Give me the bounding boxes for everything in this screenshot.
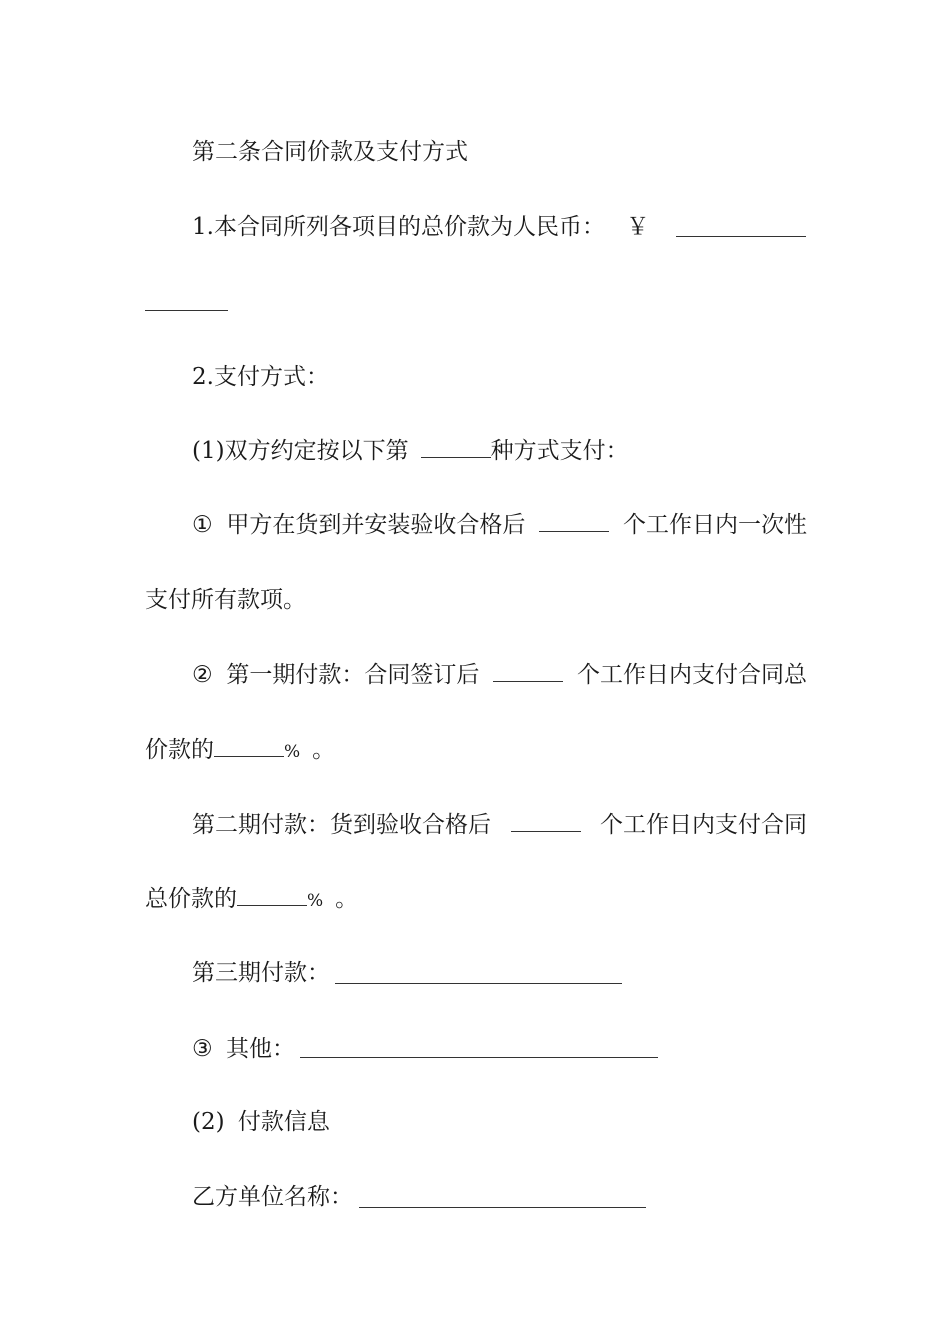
option-a-after: 个工作日内一次性 (622, 512, 807, 538)
currency-symbol: ￥ (626, 214, 650, 240)
phase2-before: 第二期付款：货到验收合格后 (192, 812, 491, 838)
option-b-percent: % (284, 742, 301, 762)
payment-info-heading (192, 1107, 807, 1137)
option-a-marker: ① (192, 512, 213, 538)
phase2-days-blank[interactable] (511, 830, 581, 832)
option-a-line (192, 510, 807, 540)
option-c-blank[interactable] (300, 1057, 658, 1058)
option-a-continuation-text: 支付所有款项。 (145, 587, 306, 613)
option-select-before: (1)双方约定按以下第 (192, 438, 409, 464)
payment-info-label: 付款信息 (237, 1109, 330, 1135)
section-title (192, 137, 807, 167)
phase2-line (192, 810, 807, 840)
option-b-after: 个工作日内支付合同总 (576, 662, 807, 688)
phase2-after: 个工作日内支付合同 (600, 812, 807, 838)
option-b-days-blank[interactable] (493, 680, 563, 682)
phase3-label: 第三期付款： (192, 960, 330, 986)
total-price-label: 1.本合同所列各项目的总价款为人民币： (192, 214, 605, 240)
total-price-line (192, 212, 807, 242)
total-price-blank-continued[interactable] (145, 310, 228, 311)
option-c-marker: ③ (192, 1036, 213, 1062)
payment-info-marker: (2) (192, 1109, 225, 1135)
option-b-marker: ② (192, 662, 213, 688)
option-c-label: 其他： (225, 1036, 295, 1062)
phase2-continuation-before: 总价款的 (145, 886, 237, 912)
option-select-after: 种方式支付： (490, 438, 629, 464)
option-select-line (192, 436, 807, 466)
party-b-name-blank[interactable] (359, 1207, 646, 1208)
option-a-before: 甲方在货到并安装验收合格后 (226, 512, 526, 538)
total-price-blank[interactable] (676, 236, 806, 237)
option-b-continuation-before: 价款的 (145, 737, 214, 763)
section-title-text: 第二条合同价款及支付方式 (192, 139, 468, 165)
phase2-period: 。 (335, 886, 359, 912)
option-b-continuation (145, 735, 807, 767)
phase3-blank[interactable] (335, 983, 622, 984)
option-b-percent-blank[interactable] (214, 755, 284, 757)
payment-method-label: 2.支付方式： (192, 364, 329, 390)
payment-method-heading (192, 362, 807, 392)
option-b-line (192, 660, 807, 690)
option-a-days-blank[interactable] (539, 530, 609, 532)
option-a-continuation (145, 585, 807, 615)
phase2-percent-blank[interactable] (237, 904, 307, 906)
phase2-percent: % (307, 891, 324, 911)
option-c-line (192, 1034, 807, 1064)
phase2-continuation (145, 884, 807, 916)
party-b-label: 乙方单位名称： (192, 1184, 353, 1210)
option-b-period: 。 (312, 737, 336, 763)
option-b-before: 第一期付款：合同签订后 (226, 662, 480, 688)
option-number-blank[interactable] (421, 456, 491, 458)
